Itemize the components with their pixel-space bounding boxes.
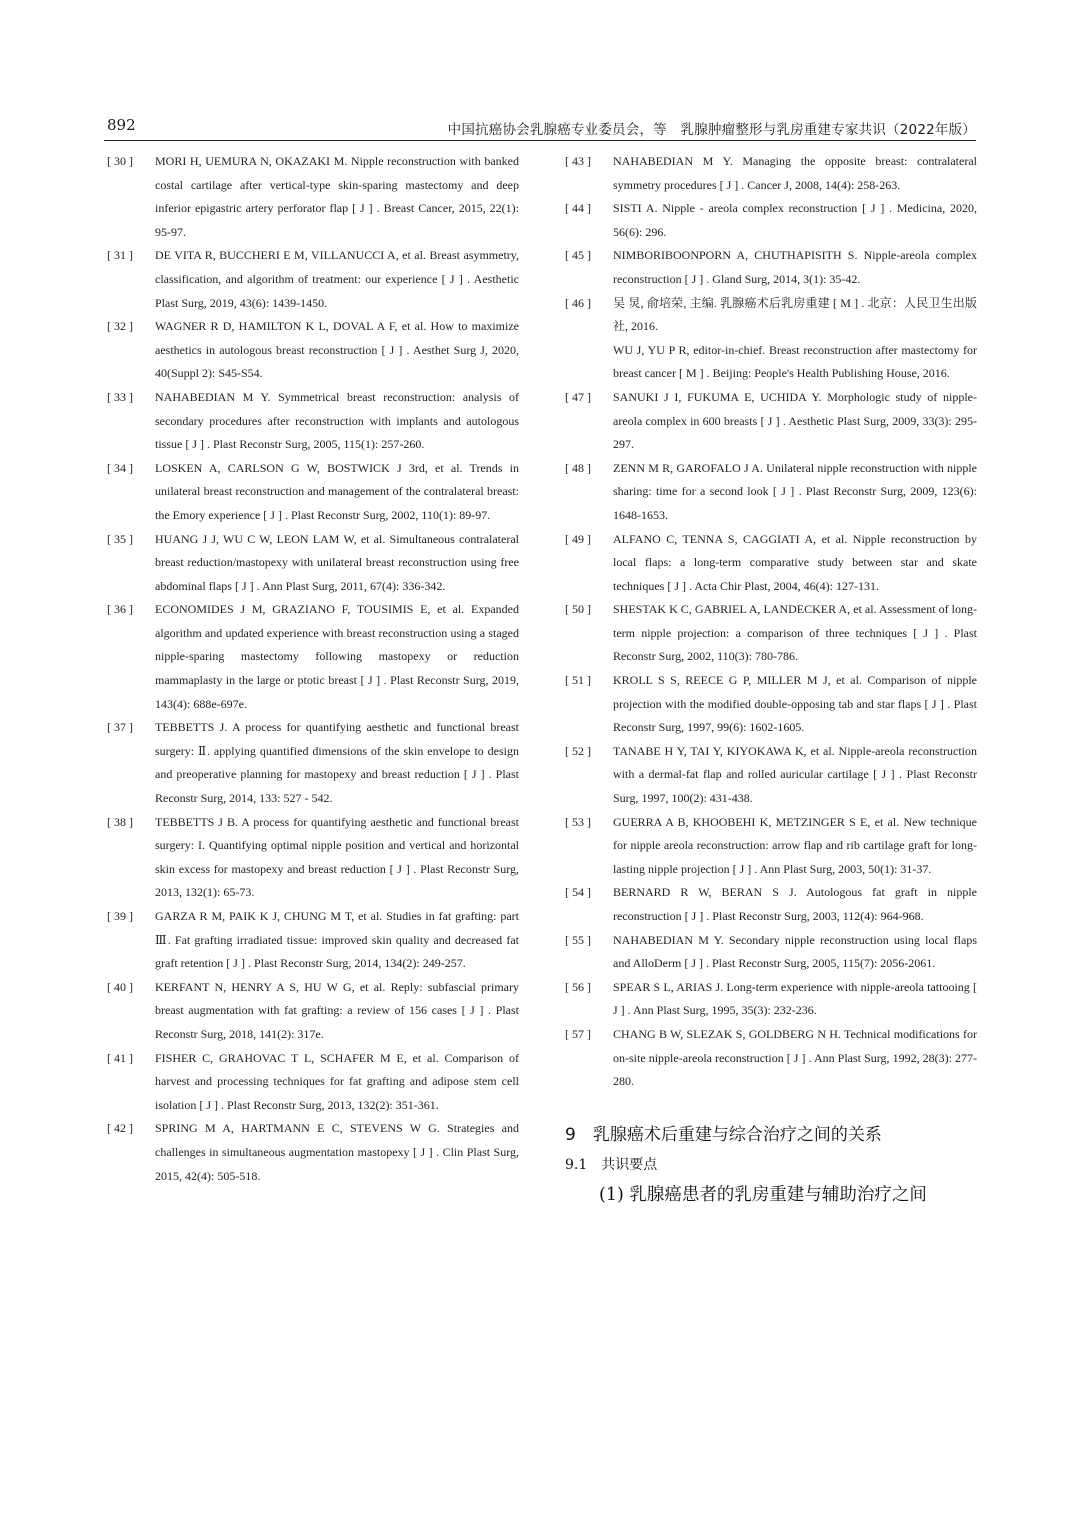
reference-item [107,1117,519,1188]
reference-number: [ 37 ] [107,720,133,735]
reference-item [107,315,519,386]
reference-item [565,197,977,244]
reference-number: [ 39 ] [107,909,133,923]
reference-number: [ 34 ] [107,460,133,475]
reference-item [107,386,519,457]
reference-item [107,905,519,976]
reference-item [565,292,977,386]
reference-text: ECONOMIDES J M, GRAZIANO F, TOUSIMIS E, et al. Expanded algorithm and updated experience with breast reconstruction using a staged nipple-sparing mastectomy following mastopexy or reduction mammaplasty in the large or ptotic breast [ J ] . Plast Reconstr Surg, 2019, 143(4): 688e-697e. [155,602,519,711]
reference-number: [ 46 ] [565,295,591,310]
reference-number: [ 49 ] [565,531,591,546]
reference-text: BERNARD R W, BERAN S J. Autologous fat graft in nipple reconstruction [ J ] . Plast Reconstr Surg, 2003, 112(4): 964-968. [613,885,977,923]
reference-number: [ 32 ] [107,319,133,334]
reference-item [565,929,977,976]
reference-item [565,976,977,1023]
reference-item [565,386,977,457]
reference-text: SHESTAK K C, GABRIEL A, LANDECKER A, et al. Assessment of long-term nipple projection: a comparison of three techniques [ J ] . Plast Reconstr Surg, 2002, 110(3): 780-786. [613,602,977,664]
reference-text: ZENN M R, GAROFALO J A. Unilateral nipple reconstruction with nipple sharing: time for a second look [ J ] . Plast Reconstr Surg, 2009, 123(6): 1648-1653. [613,460,977,522]
reference-number: [ 41 ] [107,1050,133,1065]
reference-number: [ 56 ] [565,979,591,994]
reference-text: TANABE H Y, TAI Y, KIYOKAWA K, et al. Nipple-areola reconstruction with a dermal-fat flap and rolled auricular cartilage [ J ] . Plast Reconstr Surg, 1997, 100(2): 431-438. [613,743,977,806]
reference-number: [ 44 ] [565,201,591,216]
reference-item [107,811,519,905]
reference-item [107,528,519,599]
reference-number: [ 52 ] [565,743,591,758]
reference-text: NAHABEDIAN M Y. Managing the opposite breast: contralateral symmetry procedures [ J ] . Cancer J, 2008, 14(4): 258-263. [613,154,977,192]
reference-number: [ 33 ] [107,389,133,404]
reference-text: CHANG B W, SLEZAK S, GOLDBERG N H. Technical modifications for on-site nipple-areola reconstruction [ J ] . Ann Plast Surg, 1992, 28(3): 277-280. [613,1026,977,1089]
reference-number: [ 55 ] [565,932,591,947]
reference-text: 吴 炅, 俞培荣, 主编. 乳腺癌术后乳房重建 [ M ] . 北京：人民卫生出版社, 2016. [613,295,977,334]
reference-number: [ 45 ] [565,248,591,263]
reference-item [565,457,977,528]
page-number: 892 [107,116,136,134]
body-paragraph: (1) 乳腺癌患者的乳房重建与辅助治疗之间 [599,1184,927,1205]
reference-text: DE VITA R, BUCCHERI E M, VILLANUCCI A, et al. Breast asymmetry, classification, and algorithm of treatment: our experience [ J ] . Aesthetic Plast Surg, 2019, 43(6): 1439-1450. [155,248,519,310]
reference-item [565,881,977,928]
reference-text: SANUKI J I, FUKUMA E, UCHIDA Y. Morphologic study of nipple-areola complex in 600 breasts [ J ] . Aesthetic Plast Surg, 2009, 33(3): 295-297. [613,389,977,452]
reference-text: WAGNER R D, HAMILTON K L, DOVAL A F, et al. How to maximize aesthetics in autologous breast reconstruction [ J ] . Aesthet Surg J, 2020, 40(Suppl 2): S45-S54. [155,319,519,381]
reference-item [107,976,519,1047]
reference-number: [ 53 ] [565,814,591,829]
reference-item [565,669,977,740]
reference-text: KERFANT N, HENRY A S, HU W G, et al. Reply: subfascial primary breast augmentation with fat grafting: a review of 156 cases [ J ] . Plast Reconstr Surg, 2018, 141(2): 317e. [155,979,519,1041]
reference-item [565,150,977,197]
reference-item [565,1023,977,1094]
reference-number: [ 47 ] [565,389,591,404]
reference-item [107,244,519,315]
reference-text: NAHABEDIAN M Y. Symmetrical breast reconstruction: analysis of secondary procedures after reconstruction with implants and autologous tissue [ J ] . Plast Reconstr Surg, 2005, 115(1): 257-260. [155,389,519,452]
reference-text: SISTI A. Nipple - areola complex reconstruction [ J ] . Medicina, 2020, 56(6): 296. [613,201,977,239]
reference-text: HUANG J J, WU C W, LEON LAM W, et al. Simultaneous contralateral breast reduction/mastopexy with unilateral breast reconstruction using free abdominal flaps [ J ] . Ann Plast Surg, 2011, 67(4): 336-342. [155,531,519,593]
reference-item [565,244,977,291]
reference-text: SPRING M A, HARTMANN E C, STEVENS W G. Strategies and challenges in simultaneous augmentation mastopexy [ J ] . Clin Plast Surg, 2015, 42(4): 505-518. [155,1121,519,1183]
reference-item [107,457,519,528]
section-heading: 9 乳腺癌术后重建与综合治疗之间的关系 [565,1124,882,1145]
reference-number: [ 31 ] [107,248,133,263]
reference-item [565,528,977,599]
reference-text: SPEAR S L, ARIAS J. Long-term experience with nipple-areola tattooing [ J ] . Ann Plast Surg, 1995, 35(3): 232-236. [613,979,977,1018]
left-column [107,150,519,1188]
reference-item [107,598,519,716]
reference-number: [ 36 ] [107,602,133,617]
reference-text: KROLL S S, REECE G P, MILLER M J, et al. Comparison of nipple projection with the modified double-opposing tab and star flaps [ J ] . Plast Reconstr Surg, 1997, 99(6): 1602-1605. [613,673,977,735]
header-rule [104,140,976,141]
reference-number: [ 40 ] [107,979,133,994]
reference-text-translation: WU J, YU P R, editor-in-chief. Breast reconstruction after mastectomy for breast cancer [ M ] . Beijing: People's Health Publishing House, 2016. [613,342,977,381]
reference-number: [ 42 ] [107,1121,133,1136]
reference-text: LOSKEN A, CARLSON G W, BOSTWICK J 3rd, et al. Trends in unilateral breast reconstruction and management of the contralateral breast: the Emory experience [ J ] . Plast Reconstr Surg, 2002, 110(1): 89-97. [155,460,519,522]
reference-number: [ 48 ] [565,460,591,475]
reference-text: GARZA R M, PAIK K J, CHUNG M T, et al. Studies in fat grafting: part Ⅲ. Fat grafting irradiated tissue: improved skin quality and decreased fat graft retention [ J ] . Plast Reconstr Surg, 2014, 134(2): 249-257. [155,909,519,971]
reference-text: FISHER C, GRAHOVAC T L, SCHAFER M E, et al. Comparison of harvest and processing techniques for fat grafting and adipose stem cell isolation [ J ] . Plast Reconstr Surg, 2013, 132(2): 351-361. [155,1050,519,1112]
reference-number: [ 57 ] [565,1026,591,1041]
reference-item [565,811,977,882]
subsection-heading: 9.1 共识要点 [565,1156,658,1173]
reference-item [107,1047,519,1118]
reference-text: ALFANO C, TENNA S, CAGGIATI A, et al. Nipple reconstruction by local flaps: a long-term comparative study between star and skate techniques [ J ] . Acta Chir Plast, 2004, 46(4): 127-131. [613,531,977,593]
right-column [565,150,977,1210]
reference-text: TEBBETTS J B. A process for quantifying aesthetic and functional breast surgery: I. Quantifying optimal nipple position and vertical and horizontal skin excess for mastopexy and breast reduction [ J ] . Plast Reconstr Surg, 2013, 132(1): 65-73. [155,814,519,900]
reference-number: [ 38 ] [107,814,133,829]
reference-text: NAHABEDIAN M Y. Secondary nipple reconstruction using local flaps and AlloDerm [ J ] . Plast Reconstr Surg, 2005, 115(7): 2056-2061. [613,932,977,971]
reference-item [107,150,519,244]
running-head: 中国抗癌协会乳腺癌专业委员会，等 乳腺肿瘤整形与乳房重建专家共识（2022年版） [447,122,976,138]
reference-number: [ 50 ] [565,602,591,617]
reference-number: [ 35 ] [107,531,133,546]
reference-item [565,740,977,811]
reference-item [565,598,977,669]
reference-number: [ 30 ] [107,154,133,168]
reference-number: [ 54 ] [565,885,591,900]
reference-text: NIMBORIBOONPORN A, CHUTHAPISITH S. Nipple-areola complex reconstruction [ J ] . Gland Surg, 2014, 3(1): 35-42. [613,248,977,286]
reference-text: GUERRA A B, KHOOBEHI K, METZINGER S E, et al. New technique for nipple areola reconstruction: arrow flap and rib cartilage graft for long-lasting nipple projection [ J ] . Ann Plast Surg, 2003, 50(1): 31-37. [613,814,977,876]
reference-number: [ 43 ] [565,154,591,168]
reference-text: TEBBETTS J. A process for quantifying aesthetic and functional breast surgery: Ⅱ. applying quantified dimensions of the skin envelope to design and preoperative planning for mastopexy and breast reduction [ J ] . Plast Reconstr Surg, 2014, 133: 527 - 542. [155,720,519,806]
reference-number: [ 51 ] [565,673,591,688]
right-reference-list [565,150,977,1094]
reference-text: MORI H, UEMURA N, OKAZAKI M. Nipple reconstruction with banked costal cartilage after vertical-type skin-sparing mastectomy and deep inferior epigastric artery perforator flap [ J ] . Breast Cancer, 2015, 22(1): 95-97. [155,154,519,239]
reference-item [107,716,519,810]
